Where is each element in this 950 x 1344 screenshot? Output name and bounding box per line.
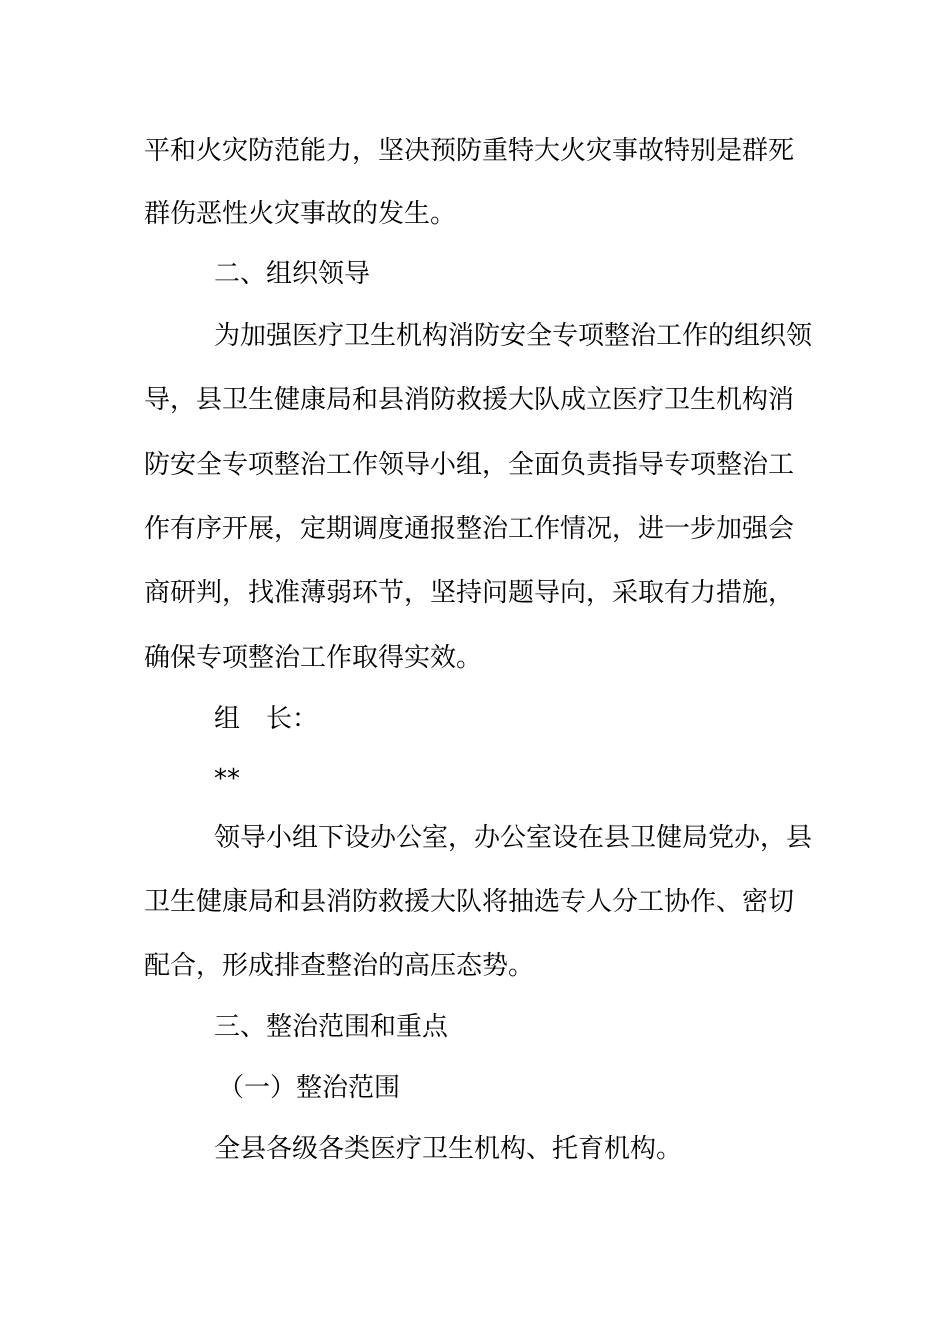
section-heading: 二、组织领导 [214, 259, 371, 289]
paragraph-line: 配合，形成排查整治的高压态势。 [144, 951, 535, 981]
section-heading: 三、整治范围和重点 [214, 1012, 449, 1042]
paragraph-line: 导，县卫生健康局和县消防救援大队成立医疗卫生机构消 [144, 385, 795, 415]
paragraph-line: 为加强医疗卫生机构消防安全专项整治工作的组织领 [214, 321, 813, 351]
paragraph-line: 商研判，找准薄弱环节，坚持问题导向，采取有力措施， [144, 578, 795, 608]
paragraph-line: 领导小组下设办公室，办公室设在县卫健局党办，县 [214, 823, 813, 853]
subsection-heading: （一）整治范围 [218, 1073, 401, 1103]
paragraph-line: 平和火灾防范能力，坚决预防重特大火灾事故特别是群死 [144, 136, 795, 166]
paragraph-line: 卫生健康局和县消防救援大队将抽选专人分工协作、密切 [144, 887, 795, 917]
paragraph-line: 作有序开展，定期调度通报整治工作情况，进一步加强会 [144, 514, 795, 544]
paragraph-line: 全县各级各类医疗卫生机构、托育机构。 [214, 1134, 683, 1164]
leader-name: ** [214, 764, 240, 794]
paragraph-line: 确保专项整治工作取得实效。 [144, 643, 483, 673]
paragraph-line: 防安全专项整治工作领导小组，全面负责指导专项整治工 [144, 450, 795, 480]
paragraph-line: 群伤恶性火灾事故的发生。 [144, 199, 457, 229]
leader-label: 组 长： [214, 704, 319, 734]
